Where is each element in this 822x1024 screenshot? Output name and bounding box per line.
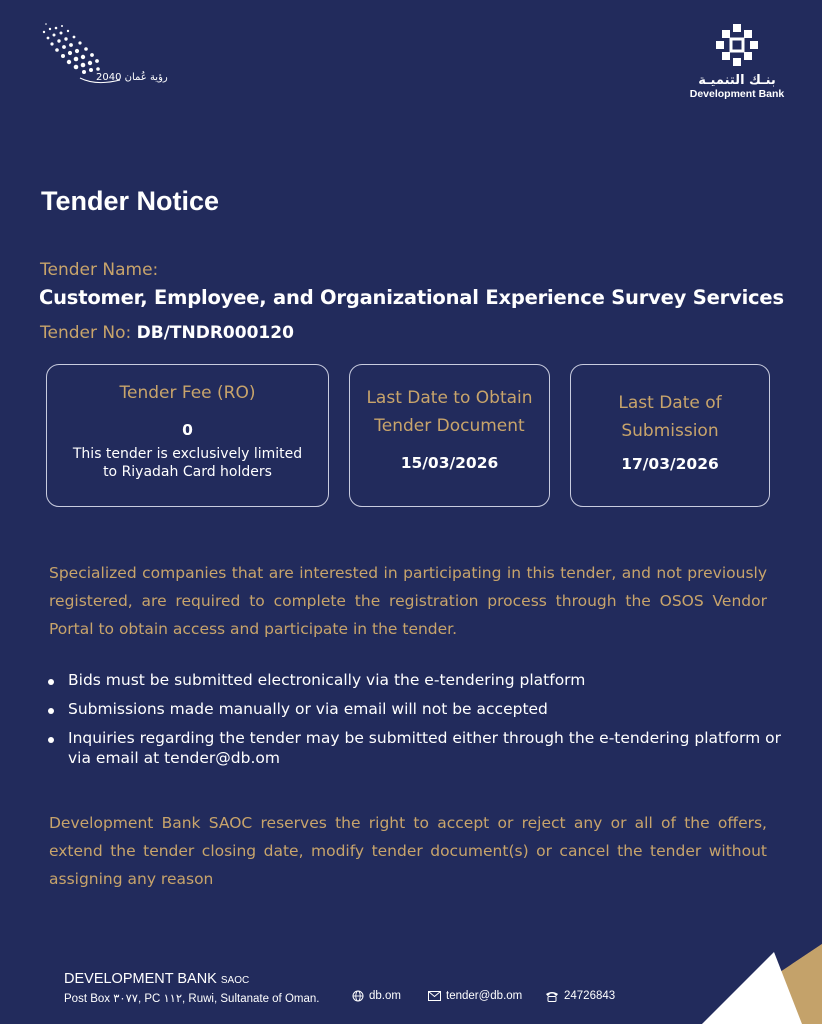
development-bank-logo [682,22,792,100]
submission-date-label: Last Date of Submission [618,393,722,441]
obtain-document-label: Last Date to Obtain Tender Document [366,388,533,436]
disclaimer-text: Development Bank SAOC reserves the right to accept or reject any or all of the offers, extend the tender closing date, modify tender document(s) or cancel the tender without assigning any reason [49,814,767,888]
page-title: Tender Notice [41,186,220,216]
footer-email[interactable] [428,990,522,1002]
footer-address: Post Box ٣٠٧٧, PC ١١٢, Ruwi, Sultanate of Oman. [64,993,320,1005]
email-text: tender@db.om [446,990,523,1002]
footer-phone[interactable] [545,990,615,1002]
tender-fee-box [46,364,329,507]
tender-name: Customer, Employee, and Organizational Experience Survey Services [39,286,784,309]
phone-text: 24726843 [564,990,616,1002]
tender-name-label: Tender Name: [40,260,159,280]
footer-bank-name-suffix: SAOC [220,975,250,986]
list-item: Submissions made manually or via email will not be accepted [46,699,786,719]
footer-bank-name [64,971,249,987]
envelope-icon [428,991,441,1001]
tender-number-row [40,323,294,343]
submission-rules-list [46,670,786,777]
footer-website[interactable] [352,990,401,1002]
submission-date-box [570,364,770,507]
registration-notice: Specialized companies that are interested in participating in this tender, and not previously registered, are required to complete the registration process through the OSOS Vendor Portal to obtain access and participate in the tender. [49,564,767,638]
bank-name-english: Development Bank [689,88,785,100]
phone-icon [545,991,559,1002]
obtain-document-date-box [349,364,550,507]
tender-fee-value: 0 [182,421,193,439]
list-item: Inquiries regarding the tender may be submitted either through the e-tendering platform or via email at tender@db.om [46,728,786,768]
tender-fee-note: This tender is exclusively limited to Riyadah Card holders [72,446,303,480]
vision-2040-text: رؤية عُمان 2040 [96,72,168,83]
bank-emblem-icon [714,22,760,68]
bank-name-arabic: بنـك التنميـة [698,73,776,88]
list-item: Bids must be submitted electronically via the e-tendering platform [46,670,786,690]
obtain-document-date: 15/03/2026 [400,454,499,472]
globe-icon [352,990,364,1002]
tender-fee-label: Tender Fee (RO) [119,383,256,403]
website-text: db.om [369,990,401,1002]
tender-number: DB/TNDR000120 [136,323,294,343]
tender-number-label: Tender No: [40,323,137,343]
corner-decoration [702,944,822,1024]
footer-bank-name-text: DEVELOPMENT BANK [64,971,221,987]
submission-date: 17/03/2026 [621,455,719,473]
oman-vision-2040-logo [36,20,156,100]
